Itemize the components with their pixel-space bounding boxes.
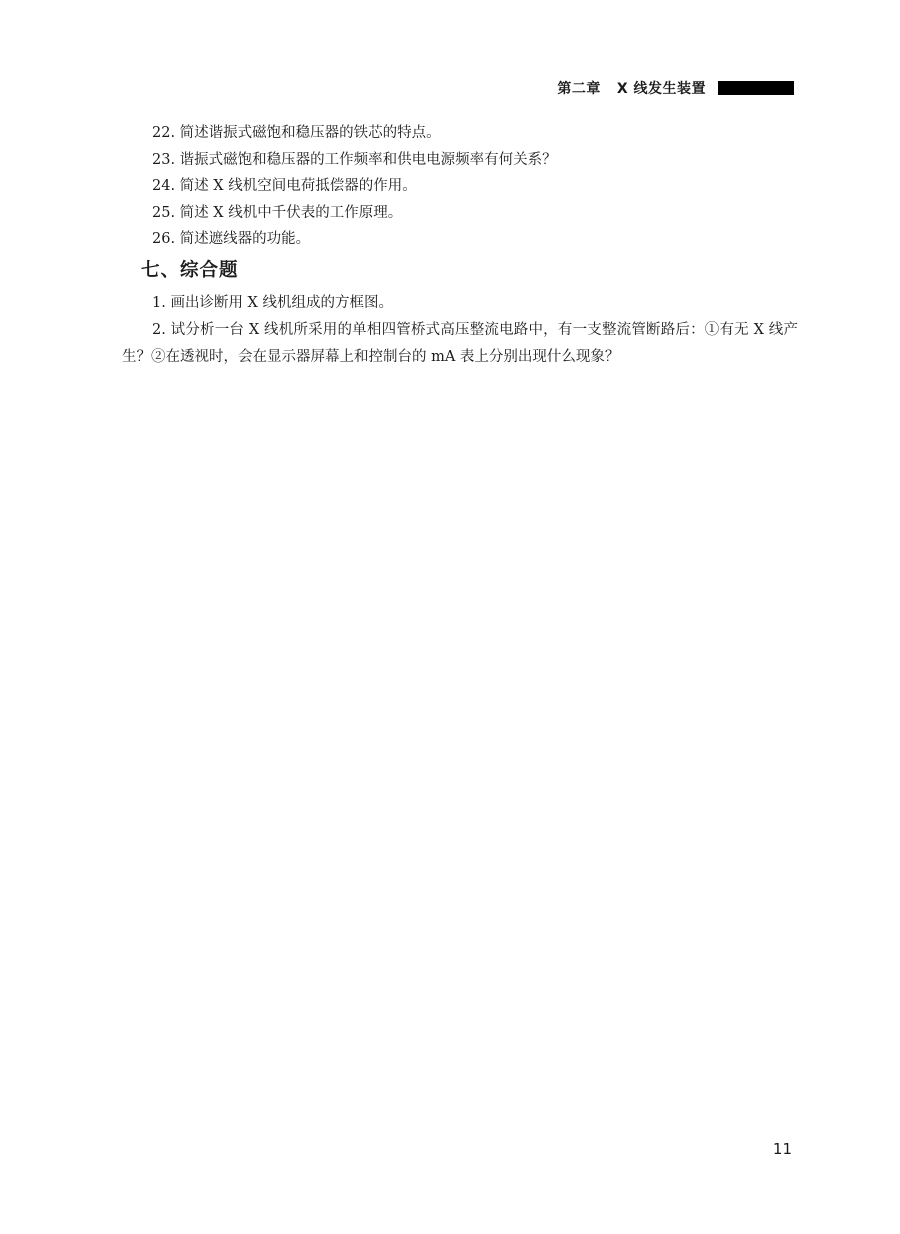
- comprehensive-item-1: 1. 画出诊断用 X 线机组成的方框图。: [152, 295, 393, 311]
- chapter-number: 第二章: [557, 81, 601, 97]
- question-item-25: 25. 简述 X 线机中千伏表的工作原理。: [152, 204, 403, 221]
- comprehensive-questions: [122, 290, 798, 371]
- page-number: 11: [772, 1140, 792, 1158]
- running-header: [557, 78, 794, 98]
- question-item-26: 26. 简述遮线器的功能。: [152, 231, 311, 247]
- question-item-22: 22. 简述谐振式磁饱和稳压器的铁芯的特点。: [152, 125, 441, 141]
- section-heading: 七、综合题: [141, 260, 239, 281]
- question-item-23: 23. 谐振式磁饱和稳压器的工作频率和供电电源频率有何关系？: [152, 151, 557, 168]
- chapter-title: X 线发生装置: [616, 81, 706, 97]
- comprehensive-item-2: 2. 试分析一台 X 线机所采用的单相四管桥式高压整流电路中，有一支整流管断路后：①有无 X 线产生？②在透视时，会在显示器屏幕上和控制台的 mA 表上分别出现什么现象？: [122, 322, 798, 365]
- short-answer-questions: [152, 120, 812, 253]
- header-bar: [718, 81, 794, 95]
- question-item-24: 24. 简述 X 线机空间电荷抵偿器的作用。: [152, 178, 417, 194]
